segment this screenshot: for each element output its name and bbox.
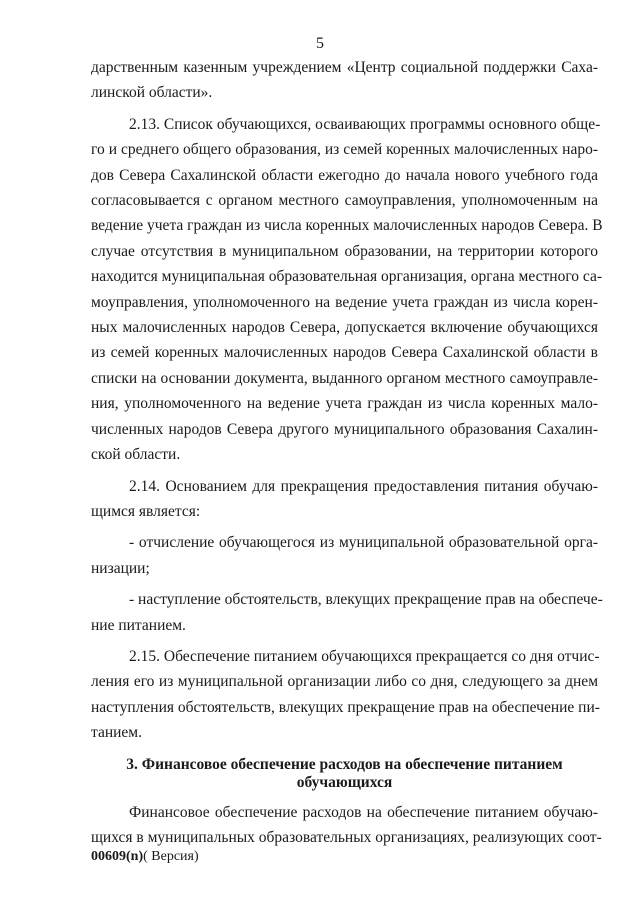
section-heading-line: обучающихся (296, 773, 393, 791)
text-line: ведение учета граждан из числа коренных малочисленных народов Севера. В (91, 217, 603, 235)
text-line: - наступление обстоятельств, влекущих прекращение прав на обеспече- (129, 591, 603, 609)
paragraph-2-14 (91, 474, 598, 525)
text-line: 2.14. Основанием для прекращения предоставления питания обучаю- (129, 477, 598, 495)
text-line: дов Севера Сахалинской области ежегодно до начала нового учебного года (91, 166, 598, 184)
text-line: танием. (91, 724, 142, 742)
document-body (91, 55, 603, 850)
text-line: находится муниципальная образовательная организация, органа местного са- (91, 268, 603, 286)
text-line: ние питанием. (91, 616, 186, 634)
list-item (91, 587, 603, 638)
document-code: 00609(n) (91, 849, 144, 864)
text-line: ния, уполномоченного на ведение учета граждан из числа коренных мало- (91, 395, 598, 413)
text-line: щихся в муниципальных образовательных организациях, реализующих соот- (91, 828, 602, 846)
text-line: линской области». (91, 84, 213, 102)
text-line: дарственным казенным учреждением «Центр социальной поддержки Саха- (91, 59, 598, 76)
page-number: 5 (316, 35, 324, 52)
text-line: наступления обстоятельств, влекущих прекращение прав на обеспечение пи- (91, 698, 600, 716)
text-line: согласовывается с органом местного самоуправления, уполномоченным на (91, 192, 598, 210)
text-line: низации; (91, 559, 150, 577)
text-line: 2.15. Обеспечение питанием обучающихся прекращается со дня отчис- (129, 647, 600, 665)
section-heading-line: 3. Финансовое обеспечение расходов на обеспечение питанием (126, 755, 563, 773)
paragraph-continuation (91, 55, 598, 106)
text-line: 2.13. Список обучающихся, осваивающих программы основного обще- (129, 115, 601, 133)
document-version: ( Версия) (143, 849, 199, 864)
text-line: щимся является: (91, 502, 201, 520)
text-line: го и среднего общего образования, из семей коренных малочисленных наро- (91, 141, 598, 159)
text-line: моуправления, уполномоченного на ведение учета граждан из числа корен- (91, 293, 598, 311)
text-line: ской области. (91, 446, 181, 464)
paragraph-2-15 (91, 644, 598, 746)
text-line: численных народов Севера другого муниципального образования Сахалин- (91, 420, 598, 438)
list-item (91, 530, 598, 581)
document-footer (91, 848, 199, 866)
text-line: - отчисление обучающегося из муниципальной образовательной орга- (129, 534, 598, 552)
text-line: случае отсутствия в муниципальном образовании, на территории которого (91, 242, 598, 260)
paragraph-2-13 (91, 112, 603, 468)
section-heading (91, 756, 598, 792)
text-line: ления его из муниципальной организации либо со дня, следующего за днем (91, 673, 598, 691)
text-line: из семей коренных малочисленных народов Севера Сахалинской области в (91, 344, 598, 362)
text-line: списки на основании документа, выданного органом местного самоуправле- (91, 369, 598, 387)
paragraph-section-3 (91, 800, 602, 851)
text-line: Финансовое обеспечение расходов на обеспечение питанием обучаю- (129, 803, 598, 821)
text-line: ных малочисленных народов Севера, допускается включение обучающихся (91, 319, 598, 337)
